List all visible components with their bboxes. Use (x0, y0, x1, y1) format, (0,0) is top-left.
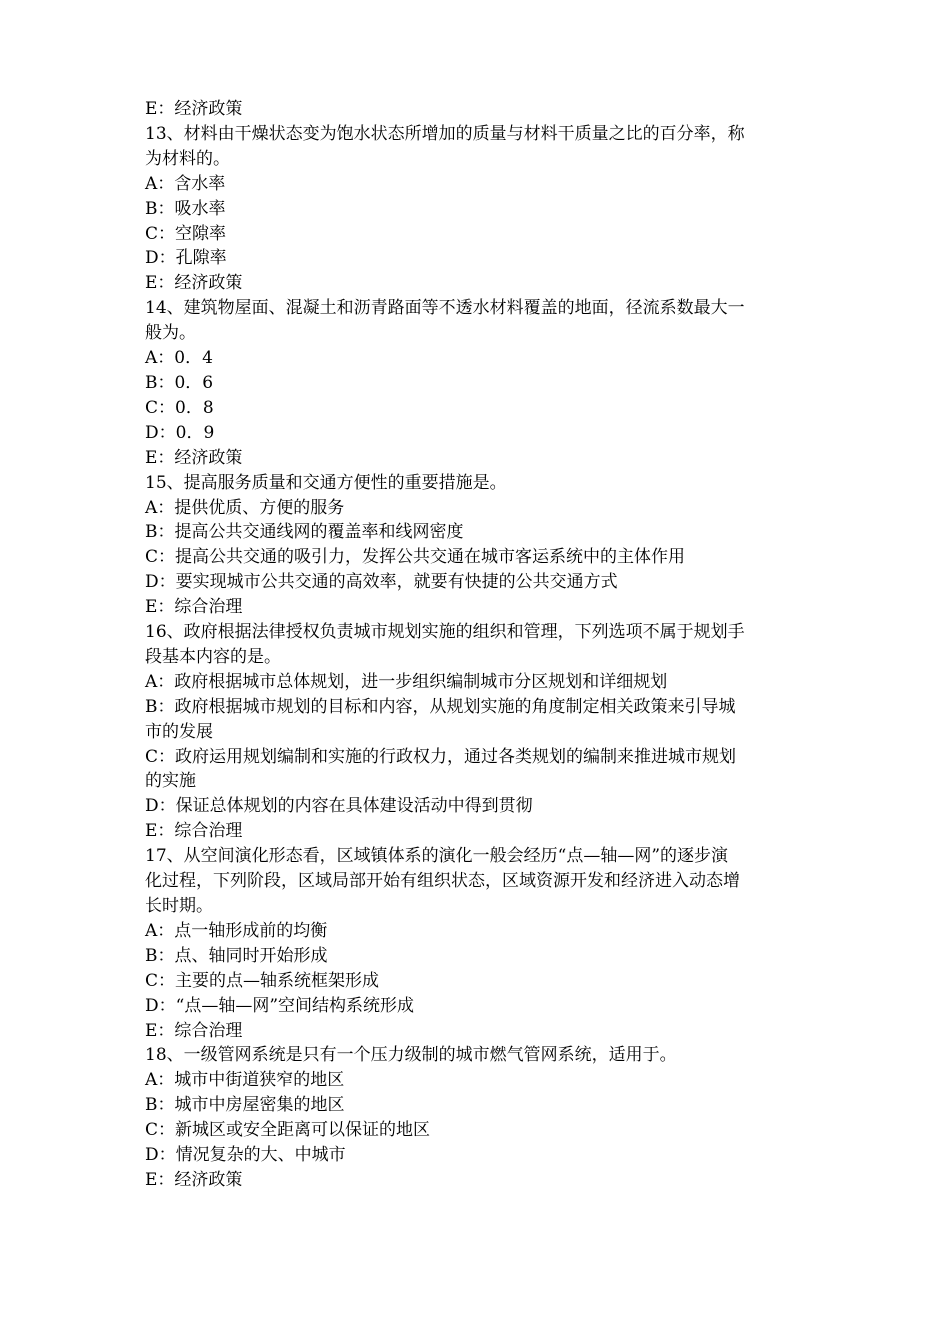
option-e: E：综合治理 (145, 821, 243, 842)
option-b: B：政府根据城市规划的目标和内容，从规划实施的角度制定相关政策来引导城 (145, 696, 736, 717)
question-17-stem-cont: 长时期。 (145, 896, 213, 916)
question-14-stem-cont: 般为。 (145, 323, 196, 344)
option-c: C：0．8 (145, 397, 214, 418)
option-b: B：吸水率 (145, 198, 226, 219)
option-a: A：含水率 (145, 173, 226, 194)
option-b: B：城市中房屋密集的地区 (145, 1095, 345, 1116)
option-d: D：保证总体规划的内容在具体建设活动中得到贯彻 (145, 796, 533, 817)
option-e: E：经济政策 (145, 273, 243, 294)
option-c: C：主要的点—轴系统框架形成 (145, 970, 380, 991)
question-18-stem: 18、一级管网系统是只有一个压力级制的城市燃气管网系统，适用于。 (145, 1045, 677, 1066)
question-17-stem-cont: 化过程，下列阶段，区域局部开始有组织状态，区域资源开发和经济进入动态增 (145, 871, 740, 892)
option-a: A：提供优质、方便的服务 (145, 497, 345, 518)
option-c: C：空隙率 (145, 223, 227, 244)
option-a: A：政府根据城市总体规划，进一步组织编制城市分区规划和详细规划 (145, 671, 668, 692)
option-e: E：经济政策 (145, 1169, 243, 1190)
option-e: E：综合治理 (145, 1020, 243, 1041)
option-d: D：要实现城市公共交通的高效率，就要有快捷的公共交通方式 (145, 572, 618, 593)
option-d: D：孔隙率 (145, 248, 227, 269)
option-a: A：城市中街道狭窄的地区 (145, 1070, 345, 1091)
option-c: C：提高公共交通的吸引力，发挥公共交通在城市客运系统中的主体作用 (145, 547, 686, 568)
question-17-stem: 17、从空间演化形态看，区域镇体系的演化一般会经历“点—轴—网”的逐步演 (145, 846, 729, 867)
question-14-stem: 14、建筑物屋面、混凝土和沥青路面等不透水材料覆盖的地面，径流系数最大一 (145, 298, 745, 319)
option-b: B：点、轴同时开始形成 (145, 945, 328, 966)
option-e: E：综合治理 (145, 597, 243, 618)
option-d: D：情况复杂的大、中城市 (145, 1145, 346, 1166)
text-line: E：经济政策 (145, 99, 243, 119)
option-e: E：经济政策 (145, 447, 243, 468)
option-b: B：提高公共交通线网的覆盖率和线网密度 (145, 522, 464, 543)
option-a: A：0．4 (145, 348, 213, 369)
option-a: A：点一轴形成前的均衡 (145, 920, 328, 941)
question-13-stem: 13、材料由干燥状态变为饱水状态所增加的质量与材料干质量之比的百分率，称 (145, 123, 745, 144)
option-c-cont: 的实施 (145, 771, 196, 792)
option-d: D：“点—轴—网”空间结构系统形成 (145, 995, 415, 1016)
option-d: D：0．9 (145, 422, 215, 443)
question-16-stem: 16、政府根据法律授权负责城市规划实施的组织和管理，下列选项不属于规划手 (145, 622, 745, 643)
document-page (145, 97, 815, 1193)
option-c: C：政府运用规划编制和实施的行政权力，通过各类规划的编制来推进城市规划 (145, 746, 737, 767)
option-b-cont: 市的发展 (145, 721, 213, 742)
option-b: B：0．6 (145, 372, 214, 393)
question-13-stem-cont: 为材料的。 (145, 148, 230, 169)
question-16-stem-cont: 段基本内容的是。 (145, 646, 281, 667)
option-c: C：新城区或安全距离可以保证的地区 (145, 1120, 431, 1141)
question-15-stem: 15、提高服务质量和交通方便性的重要措施是。 (145, 472, 507, 493)
